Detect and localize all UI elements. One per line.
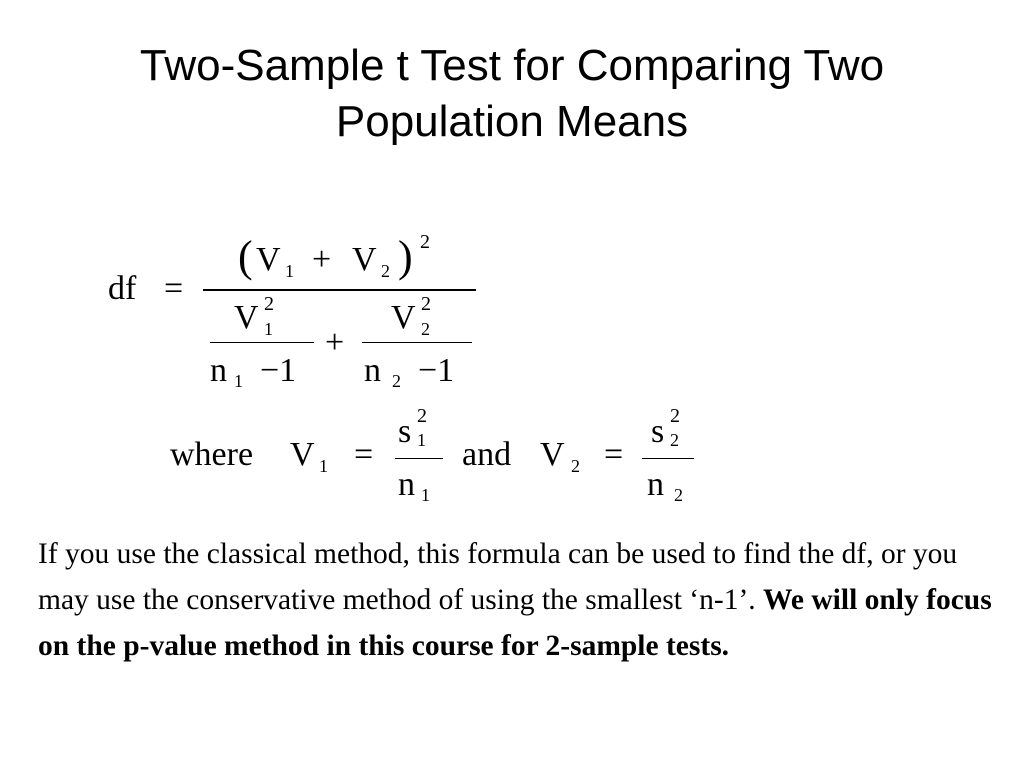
den-plus: + <box>325 324 345 361</box>
where-eq1: = <box>354 436 374 473</box>
title-line-1: Two-Sample t Test for Comparing Two <box>139 41 885 90</box>
s2-symbol: s <box>651 413 665 450</box>
n2-symbol: n <box>647 466 664 503</box>
num-exponent: 2 <box>420 231 430 253</box>
body-bold-text: We will only focus on the p-value method in this course for 2-sample tests. <box>38 584 992 662</box>
where-v2: V <box>540 436 565 473</box>
body-plain-text: If you use the classical method, this formula can be used to find the df, or you may use the conservative method of using the smallest ‘n-1’. <box>38 538 958 616</box>
n2-sub: 2 <box>674 485 683 505</box>
den-right-sub: 2 <box>421 319 430 339</box>
df-label: df <box>108 270 137 307</box>
num-v1: V <box>256 241 281 278</box>
where-frac2-bar <box>642 458 694 459</box>
den-left-v: V <box>234 299 259 336</box>
title-line-2: Population Means <box>335 97 689 146</box>
n1-symbol: n <box>398 466 415 503</box>
den-left-n: n <box>210 352 227 389</box>
den-left-sup: 2 <box>264 293 274 315</box>
num-v2: V <box>352 241 377 278</box>
df-equals: = <box>164 270 184 307</box>
num-plus: + <box>312 241 332 278</box>
where-eq2: = <box>604 436 624 473</box>
s1-sub: 1 <box>417 430 426 450</box>
where-frac1-bar <box>395 458 443 459</box>
where-v1: V <box>290 436 315 473</box>
num-v2-sub: 2 <box>381 261 390 281</box>
s1-symbol: s <box>398 413 412 450</box>
den-right-minus-one: −1 <box>418 352 455 389</box>
den-right-n: n <box>364 352 381 389</box>
s1-sup: 2 <box>417 405 427 427</box>
where-v2-sub: 2 <box>571 456 580 476</box>
den-left-n-sub: 1 <box>234 371 243 391</box>
open-paren: ( <box>238 232 253 281</box>
den-right-n-sub: 2 <box>392 371 401 391</box>
den-right-sup: 2 <box>421 293 431 315</box>
where-label: where <box>170 436 254 473</box>
den-left-minus-one: −1 <box>260 352 297 389</box>
where-v1-sub: 1 <box>319 456 328 476</box>
body-paragraph <box>38 531 998 669</box>
s2-sup: 2 <box>670 405 680 427</box>
and-label: and <box>462 436 512 473</box>
num-v1-sub: 1 <box>285 261 294 281</box>
n1-sub: 1 <box>421 485 430 505</box>
s2-sub: 2 <box>670 430 679 450</box>
den-left-sub: 1 <box>264 319 273 339</box>
close-paren: ) <box>398 232 413 281</box>
den-right-v: V <box>391 299 416 336</box>
